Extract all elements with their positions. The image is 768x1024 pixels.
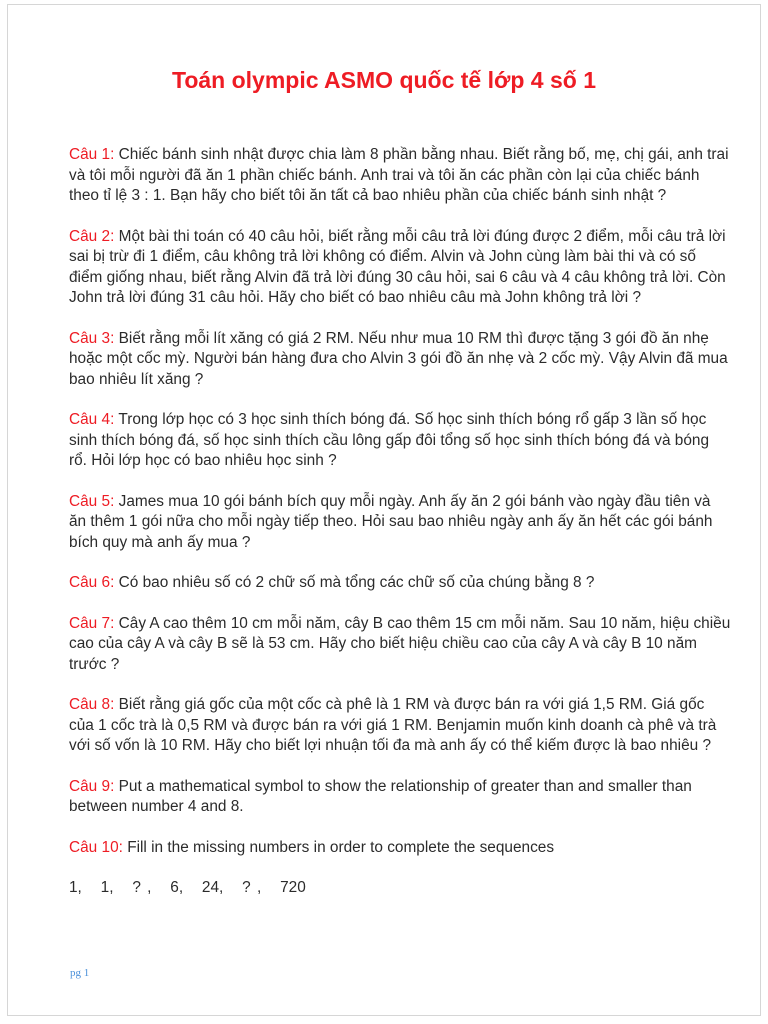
question-text: Trong lớp học có 3 học sinh thích bóng đá. Số học sinh thích bóng rổ gấp 3 lần số học sinh thích bóng đá, số học sinh thích cầu lông gấp đôi tổng số học sinh thích bóng đá và bóng rổ. Hỏi lớp học có bao nhiêu học sinh ?	[69, 411, 710, 469]
question-text: Một bài thi toán có 40 câu hỏi, biết rằng mỗi câu trả lời đúng được 2 điểm, mỗi câu trả lời sai bị trừ đi 1 điểm, câu không trả lời không có điểm. Alvin và John cùng làm bài thi và có số điểm giống nhau, biết rằng Alvin đã trả lời đúng 30 câu hỏi, sai 6 câu và 4 câu không trả lời. Còn John trả lời đúng 31 câu hỏi. Hãy cho biết có bao nhiêu câu mà John không trả lời ?	[69, 227, 726, 306]
question-list	[69, 145, 731, 899]
question-text: Biết rằng giá gốc của một cốc cà phê là 1 RM và được bán ra với giá 1,5 RM. Giá gốc của 1 cốc trà là 0,5 RM và được bán ra với giá 1 RM. Benjamin muốn kinh doanh cà phê và trà với số vốn là 10 RM. Hãy cho biết lợi nhuận tối đa mà anh ấy có thể kiếm được là bao nhiêu ?	[69, 696, 717, 754]
question-label: Câu 6:	[69, 574, 115, 591]
page-number: pg 1	[70, 967, 90, 979]
question-label: Câu 9:	[69, 777, 115, 795]
question-9	[69, 777, 731, 818]
question-6	[69, 573, 731, 594]
question-1	[69, 145, 731, 207]
question-label: Câu 3:	[69, 329, 115, 347]
question-label: Câu 2:	[69, 227, 115, 245]
number-sequence: 1, 1, ? , 6, 24, ? , 720	[69, 879, 306, 896]
question-label: Câu 4:	[69, 411, 115, 428]
question-label: Câu 7:	[69, 614, 115, 632]
question-label: Câu 8:	[69, 696, 115, 713]
question-text: Có bao nhiêu số có 2 chữ số mà tổng các chữ số của chúng bằng 8 ?	[118, 574, 595, 591]
question-text: Cây A cao thêm 10 cm mỗi năm, cây B cao thêm 15 cm mỗi năm. Sau 10 năm, hiệu chiều cao của cây A và cây B sẽ là 53 cm. Hãy cho biết hiệu chiều cao của cây A và cây B 10 năm trước ?	[69, 614, 731, 673]
question-text: Put a mathematical symbol to show the relationship of greater than and smaller than between number 4 and 8.	[69, 777, 692, 815]
document-page	[7, 4, 761, 1016]
question-text: Chiếc bánh sinh nhật được chia làm 8 phần bằng nhau. Biết rằng bố, mẹ, chị gái, anh trai và tôi mỗi người đã ăn 1 phần chiếc bánh. Anh trai và tôi ăn các phần còn lại của chiếc bánh theo tỉ lệ 3 : 1. Bạn hãy cho biết tôi ăn tất cả bao nhiêu phần của chiếc bánh sinh nhật ?	[69, 146, 729, 204]
question-5	[69, 492, 731, 554]
question-label: Câu 1:	[69, 146, 115, 163]
question-10	[69, 838, 731, 859]
question-7	[69, 614, 731, 676]
question-8	[69, 695, 731, 757]
question-text: James mua 10 gói bánh bích quy mỗi ngày. Anh ấy ăn 2 gói bánh vào ngày đầu tiên và ăn thêm 1 gói nữa cho mỗi ngày tiếp theo. Hỏi sau bao nhiêu ngày anh ấy ăn hết các gói bánh bích quy mà anh ấy mua ?	[69, 492, 713, 551]
question-4	[69, 410, 731, 472]
document-title: Toán olympic ASMO quốc tế lớp 4 số 1	[171, 67, 597, 93]
question-3	[69, 329, 731, 391]
question-2	[69, 227, 731, 309]
question-text: Fill in the missing numbers in order to complete the sequences	[127, 838, 555, 856]
question-text: Biết rằng mỗi lít xăng có giá 2 RM. Nếu như mua 10 RM thì được tặng 3 gói đồ ăn nhẹ hoặc một cốc mỳ. Người bán hàng đưa cho Alvin 3 gói đồ ăn nhẹ và 2 cốc mỳ. Vậy Alvin đã mua bao nhiêu lít xăng ?	[69, 329, 728, 388]
question-label: Câu 5:	[69, 492, 115, 510]
question-label: Câu 10:	[69, 838, 123, 856]
